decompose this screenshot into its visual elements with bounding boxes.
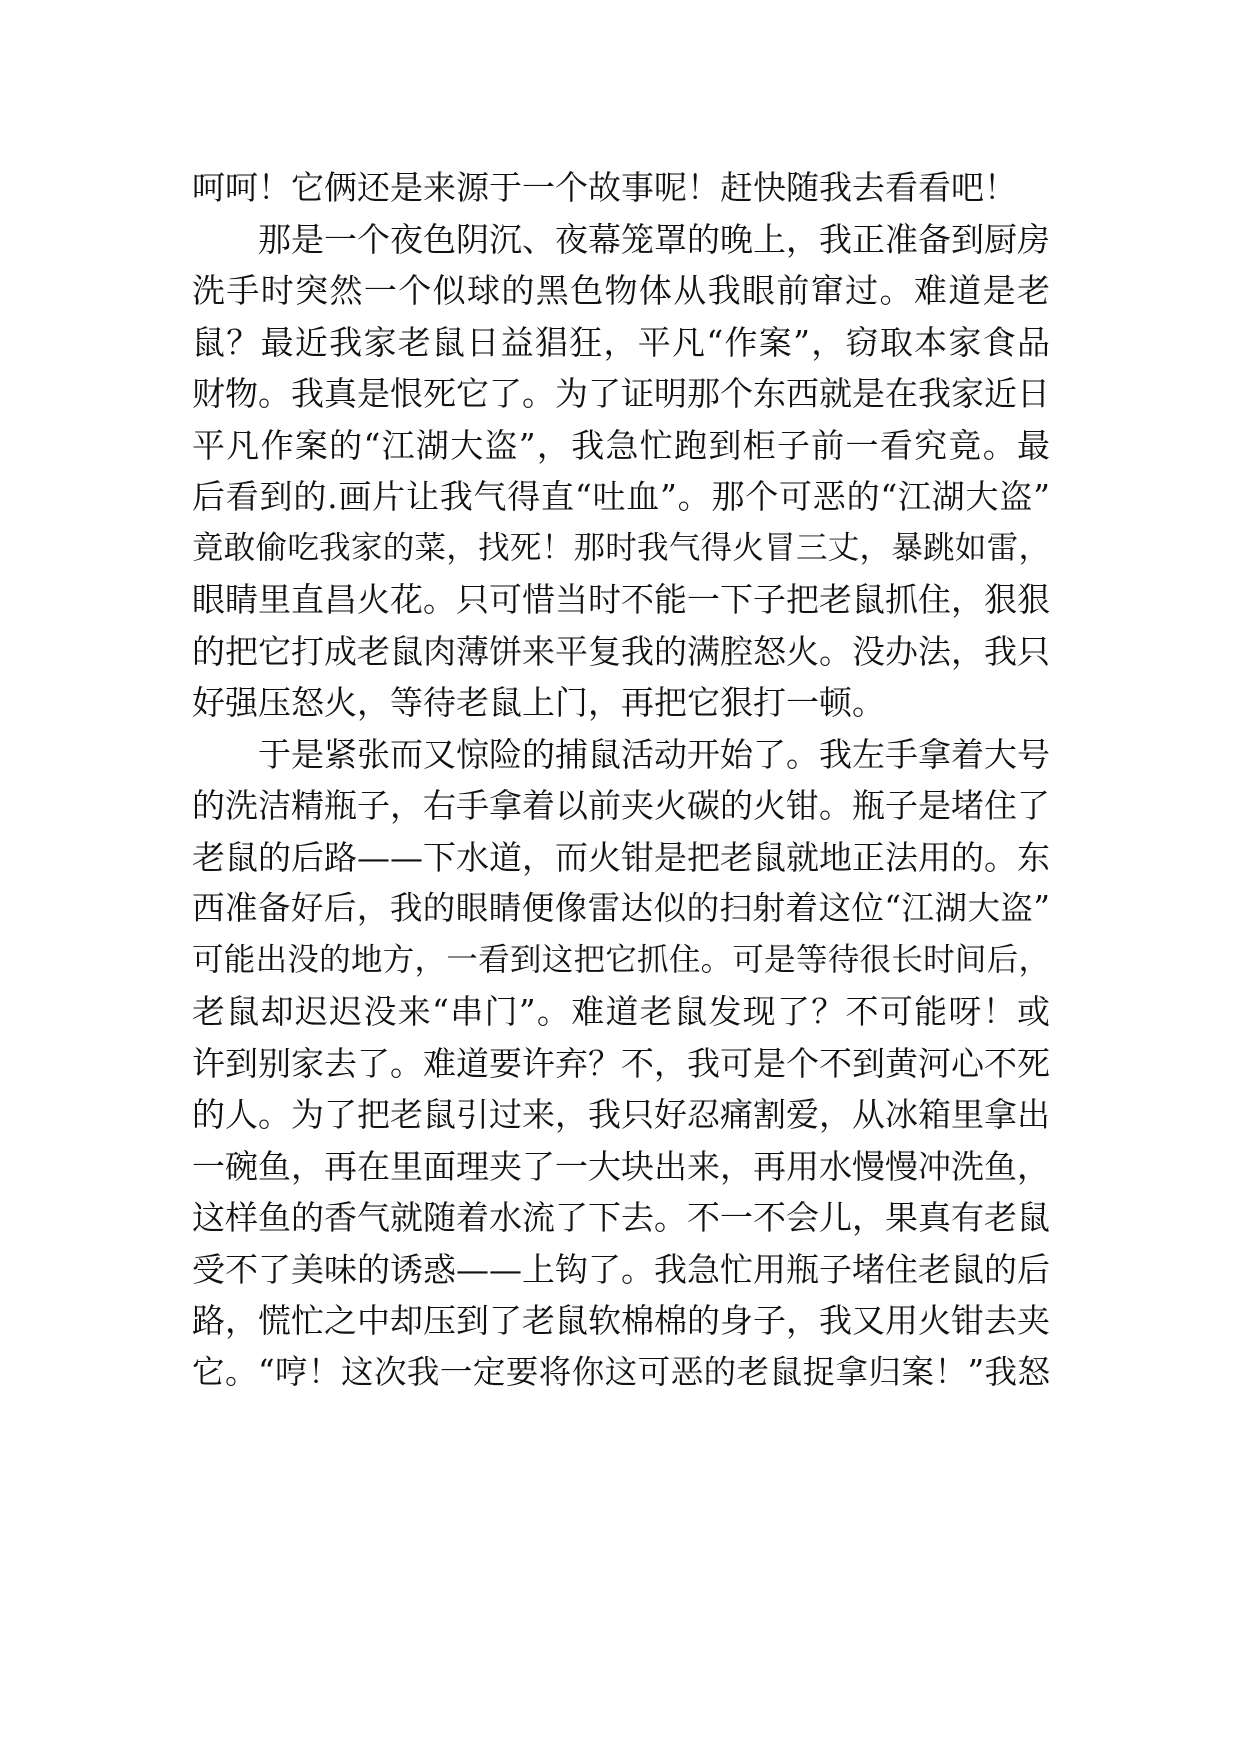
text-line: 老鼠的后路——下水道，而火钳是把老鼠就地正法用的。东 — [192, 837, 1050, 877]
text-line: 后看到的.画片让我气得直“吐血”。那个可恶的“江湖大盗” — [192, 477, 1050, 516]
text-line: 鼠？最近我家老鼠日益猖狂，平凡“作案”，窃取本家食品 — [192, 322, 1050, 362]
paragraph — [192, 214, 1050, 729]
text-line: 路，慌忙之中却压到了老鼠软棉棉的身子，我又用火钳去夹 — [192, 1301, 1050, 1340]
text-line: 呵呵！它俩还是来源于一个故事呢！赶快随我去看看吧！ — [192, 168, 1017, 207]
text-line: 那是一个夜色阴沉、夜幕笼罩的晚上，我正准备到厨房 — [258, 219, 1050, 259]
text-line: 好强压怒火，等待老鼠上门，再把它狠打一顿。 — [192, 683, 885, 722]
text-line: 一碗鱼，再在里面理夹了一大块出来，再用水慢慢冲洗鱼， — [192, 1146, 1050, 1186]
text-line: 许到别家去了。难道要许弃？不，我可是个不到黄河心不死 — [192, 1043, 1050, 1083]
text-line: 老鼠却迟迟没来“串门”。难道老鼠发现了？不可能呀！或 — [192, 992, 1050, 1031]
text-line: 眼睛里直昌火花。只可惜当时不能一下子把老鼠抓住，狠狠 — [192, 580, 1050, 619]
text-line: 这样鱼的香气就随着水流了下去。不一不会儿，果真有老鼠 — [192, 1198, 1050, 1237]
text-line: 财物。我真是恨死它了。为了证明那个东西就是在我家近日 — [192, 374, 1050, 413]
text-line: 平凡作案的“江湖大盗”，我急忙跑到柜子前一看究竟。最 — [192, 425, 1050, 465]
text-line: 于是紧张而又惊险的捕鼠活动开始了。我左手拿着大号 — [258, 734, 1050, 774]
paragraph — [192, 162, 1050, 214]
paragraph — [192, 729, 1050, 1399]
text-line: 可能出没的地方，一看到这把它抓住。可是等待很长时间后， — [192, 941, 1050, 978]
text-line: 的人。为了把老鼠引过来，我只好忍痛割爱，从冰箱里拿出 — [192, 1095, 1050, 1134]
text-line: 的把它打成老鼠肉薄饼来平复我的满腔怒火。没办法，我只 — [192, 631, 1050, 671]
document-body — [192, 162, 1050, 1398]
text-line: 受不了美味的诱惑——上钩了。我急忙用瓶子堵住老鼠的后 — [192, 1249, 1050, 1289]
text-line: 竟敢偷吃我家的菜，找死！那时我气得火冒三丈，暴跳如雷， — [192, 529, 1050, 566]
text-line: 它。“哼！这次我一定要将你这可恶的老鼠捉拿归案！”我怒 — [192, 1352, 1050, 1391]
text-line: 的洗洁精瓶子，右手拿着以前夹火碳的火钳。瓶子是堵住了 — [192, 786, 1050, 825]
text-line: 洗手时突然一个似球的黑色物体从我眼前窜过。难道是老 — [192, 271, 1050, 310]
text-line: 西准备好后，我的眼睛便像雷达似的扫射着这位“江湖大盗” — [192, 889, 1050, 927]
